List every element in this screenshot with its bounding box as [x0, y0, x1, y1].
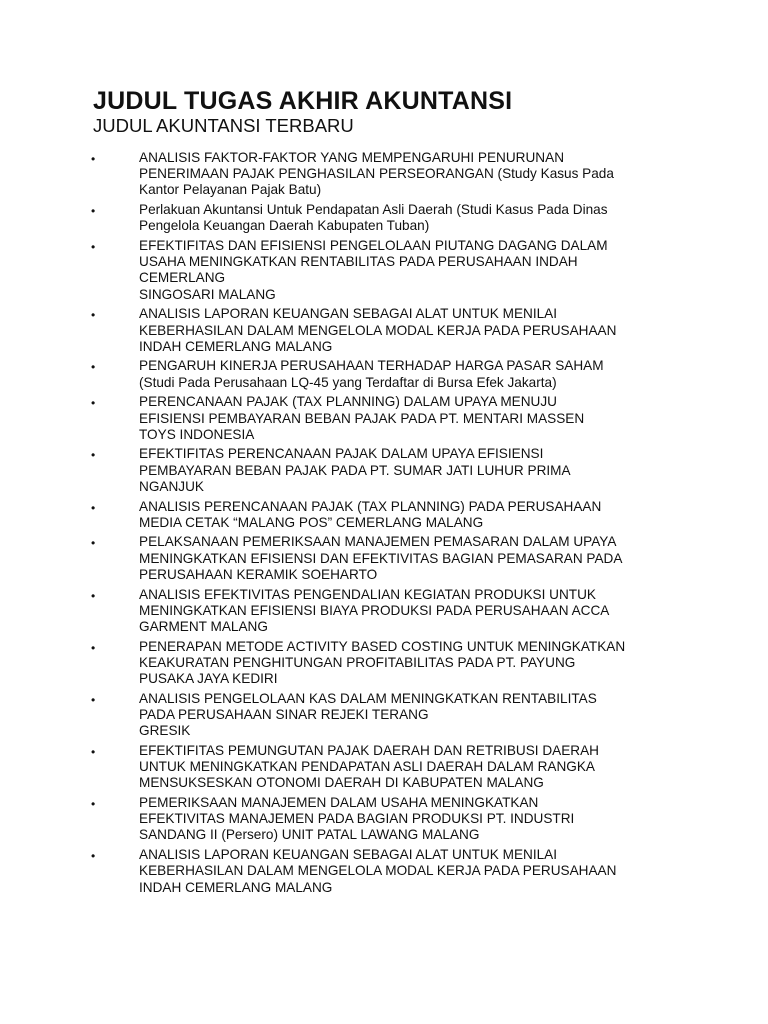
- list-item-line: MENSUKSESKAN OTONOMI DAERAH DI KABUPATEN MALANG: [139, 775, 544, 791]
- list-item-line: MEDIA CETAK “MALANG POS” CEMERLANG MALANG: [139, 514, 484, 530]
- page-title: JUDUL TUGAS AKHIR AKUNTANSI: [93, 87, 513, 115]
- list-item-line: EFEKTIVITAS MANAJEMEN PADA BAGIAN PRODUKSI PT. INDUSTRI: [139, 811, 575, 827]
- list-item: [0, 499, 768, 531]
- list-item-line: Kantor Pelayanan Pajak Batu): [139, 182, 322, 198]
- bullet-icon: •: [91, 448, 96, 463]
- bullet-icon: •: [91, 640, 96, 655]
- list-item: [0, 150, 768, 199]
- list-item: [0, 202, 768, 234]
- bullet-icon: •: [91, 308, 96, 323]
- list-item-line: MENINGKATKAN EFISIENSI BIAYA PRODUKSI PADA PERUSAHAAN ACCA: [139, 602, 610, 618]
- list-item-line: EFEKTIFITAS PERENCANAAN PAJAK DALAM UPAYA EFISIENSI: [139, 446, 544, 462]
- page-subtitle: JUDUL AKUNTANSI TERBARU: [93, 115, 354, 136]
- list-item-line: USAHA MENINGKATKAN RENTABILITAS PADA PERUSAHAAN INDAH: [139, 254, 578, 270]
- list-item-line: ANALISIS PERENCANAAN PAJAK (TAX PLANNING) PADA PERUSAHAAN: [139, 498, 602, 514]
- list-item-line: MENINGKATKAN EFISIENSI DAN EFEKTIVITAS BAGIAN PEMASARAN PADA: [139, 550, 623, 566]
- list-item: [0, 306, 768, 355]
- list-item-line: PEMERIKSAAN MANAJEMEN DALAM USAHA MENINGKATKAN: [139, 795, 539, 811]
- bullet-icon: •: [91, 204, 96, 219]
- list-item-line: Pengelola Keuangan Daerah Kabupaten Tuban): [139, 218, 430, 234]
- list-item-line: PADA PERUSAHAAN SINAR REJEKI TERANG: [139, 707, 429, 722]
- list-item-line: PENGARUH KINERJA PERUSAHAAN TERHADAP HARGA PASAR SAHAM: [139, 358, 604, 374]
- list-item-line: PENERAPAN METODE ACTIVITY BASED COSTING UNTUK MENINGKATKAN: [139, 638, 626, 654]
- list-item-line: CEMERLANG: [139, 270, 226, 286]
- list-item: [0, 639, 768, 688]
- bullet-icon: •: [91, 500, 96, 515]
- bullet-icon: •: [91, 240, 96, 255]
- list-item-line: KEBERHASILAN DALAM MENGELOLA MODAL KERJA PADA PERUSAHAAN: [139, 863, 617, 879]
- list-item-line: SINGOSARI MALANG: [139, 286, 276, 302]
- list-item: [0, 446, 768, 495]
- list-item-line: ANALISIS LAPORAN KEUANGAN SEBAGAI ALAT UNTUK MENILAI: [139, 847, 558, 863]
- list-item-line: GARMENT MALANG: [139, 618, 268, 634]
- list-item-line: ANALISIS PENGELOLAAN KAS DALAM MENINGKATKAN RENTABILITAS: [139, 690, 597, 706]
- list-item-line: PERUSAHAAN KERAMIK SOEHARTO: [139, 566, 378, 582]
- list-item: [0, 795, 768, 844]
- list-item: [0, 394, 768, 443]
- list-item-line: NGANJUK: [139, 478, 204, 494]
- list-item: [0, 534, 768, 583]
- list-item-line: PEMBAYARAN BEBAN PAJAK PADA PT. SUMAR JATI LUHUR PRIMA: [139, 462, 571, 478]
- list-item: [0, 691, 768, 740]
- list-item: [0, 743, 768, 792]
- bullet-icon: •: [91, 849, 96, 864]
- list-item-line: EFISIENSI PEMBAYARAN BEBAN PAJAK PADA PT. MENTARI MASSEN: [139, 410, 585, 426]
- bullet-icon: •: [91, 588, 96, 603]
- bullet-icon: •: [91, 536, 96, 551]
- list-item-line: EFEKTIFITAS PEMUNGUTAN PAJAK DAERAH DAN RETRIBUSI DAERAH: [139, 742, 599, 758]
- list-item-line: KEBERHASILAN DALAM MENGELOLA MODAL KERJA PADA PERUSAHAAN: [139, 322, 617, 338]
- list-item-line: INDAH CEMERLANG MALANG: [139, 879, 333, 895]
- bullet-icon: •: [91, 744, 96, 759]
- list-item: [0, 358, 768, 390]
- thesis-title-list: [0, 150, 768, 899]
- list-item-line: (Studi Pada Perusahaan LQ-45 yang Terdaftar di Bursa Efek Jakarta): [139, 374, 557, 390]
- bullet-icon: •: [91, 692, 96, 707]
- list-item-line: UNTUK MENINGKATKAN PENDAPATAN ASLI DAERAH DALAM RANGKA: [139, 759, 595, 775]
- bullet-icon: •: [91, 152, 96, 166]
- list-item-line: PELAKSANAAN PEMERIKSAAN MANAJEMEN PEMASARAN DALAM UPAYA: [139, 534, 617, 550]
- list-item-line: KEAKURATAN PENGHITUNGAN PROFITABILITAS PADA PT. PAYUNG: [139, 654, 576, 670]
- list-item-line: Perlakuan Akuntansi Untuk Pendapatan Asli Daerah (Studi Kasus Pada Dinas: [139, 202, 608, 218]
- list-item-line: ANALISIS FAKTOR-FAKTOR YANG MEMPENGARUHI PENURUNAN: [139, 150, 565, 165]
- list-item-line: PENERIMAAN PAJAK PENGHASILAN PERSEORANGAN (Study Kasus Pada: [139, 166, 614, 182]
- list-item-line: INDAH CEMERLANG MALANG: [139, 338, 333, 354]
- list-item-line: TOYS INDONESIA: [139, 426, 255, 442]
- bullet-icon: •: [91, 360, 96, 375]
- list-item-line: SANDANG II (Persero) UNIT PATAL LAWANG MALANG: [139, 827, 480, 843]
- list-item: [0, 238, 768, 303]
- list-item: [0, 847, 768, 896]
- list-item-line: PUSAKA JAYA KEDIRI: [139, 671, 278, 687]
- bullet-icon: •: [91, 396, 96, 411]
- list-item-line: GRESIK: [139, 723, 191, 739]
- list-item: [0, 587, 768, 636]
- list-item-line: EFEKTIFITAS DAN EFISIENSI PENGELOLAAN PIUTANG DAGANG DALAM: [139, 238, 608, 254]
- list-item-line: ANALISIS LAPORAN KEUANGAN SEBAGAI ALAT UNTUK MENILAI: [139, 306, 558, 322]
- list-item-line: ANALISIS EFEKTIVITAS PENGENDALIAN KEGIATAN PRODUKSI UNTUK: [139, 586, 596, 602]
- bullet-icon: •: [91, 797, 96, 812]
- list-item-line: PERENCANAAN PAJAK (TAX PLANNING) DALAM UPAYA MENUJU: [139, 394, 557, 410]
